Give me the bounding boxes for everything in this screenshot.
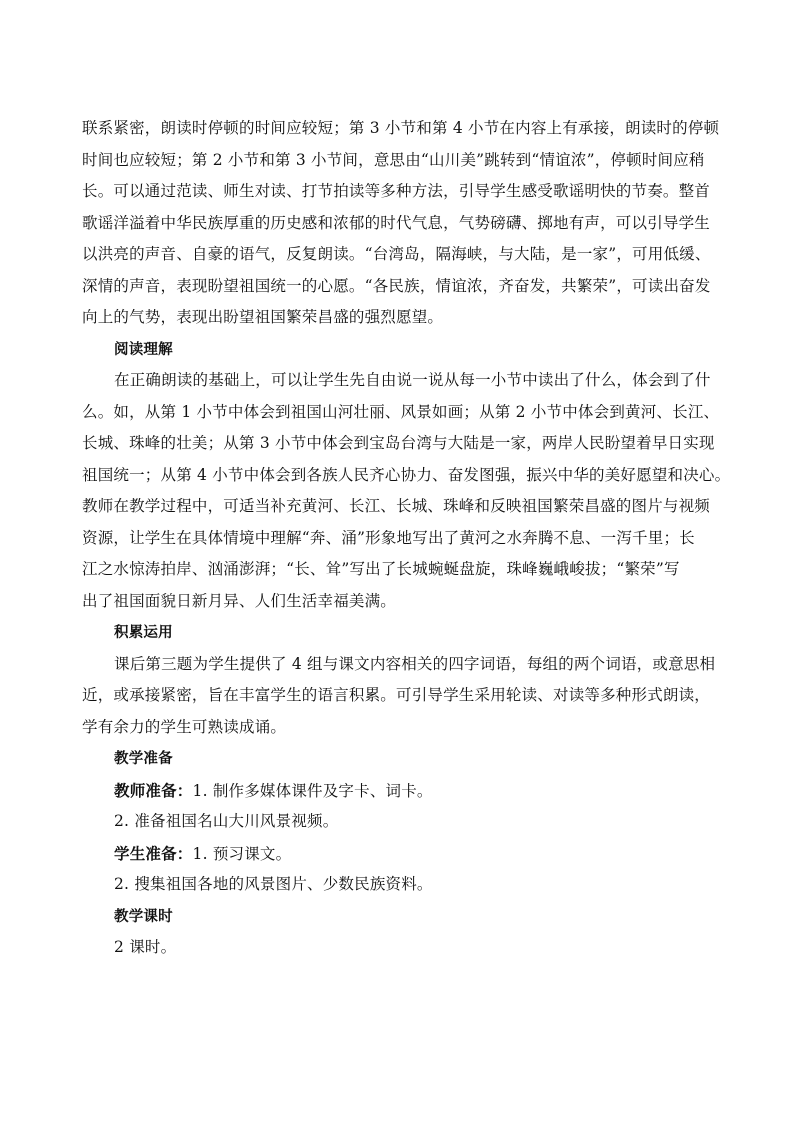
text-line: 资源，让学生在具体情境中理解“奔、涌”形象地写出了黄河之水奔腾不息、一泻千里；长 (82, 528, 695, 547)
student-preparation-item: 2. 搜集祖国各地的风景图片、少数民族资料。 (114, 875, 433, 893)
paragraph-accumulation (82, 649, 722, 744)
document-page (82, 113, 731, 964)
text-line: 长城、珠峰的壮美；从第 3 小节中体会到宝岛台湾与大陆是一家，两岸人民盼望着早日实现 (82, 434, 715, 452)
student-preparation-line (82, 838, 722, 870)
text-line: 长。可以通过范读、师生对读、打节拍读等多种方法，引导学生感受歌谣明快的节奏。整首 (82, 182, 711, 200)
text-line: 深情的声音，表现盼望祖国统一的心愿。“各民族，情谊浓，齐奋发，共繁荣”，可读出奋发 (82, 276, 711, 295)
text-line: 在正确朗读的基础上，可以让学生先自由说一说从每一小节中读出了什么，体会到了什 (114, 371, 711, 389)
teacher-preparation-label: 教师准备： (114, 780, 193, 800)
heading-class-hours: 教学课时 (114, 907, 173, 925)
teacher-preparation-item: 2. 准备祖国名山大川风景视频。 (114, 812, 339, 830)
text-line: 学有余力的学生可熟读成诵。 (82, 717, 287, 736)
text-line: 联系紧密，朗读时停顿的时间应较短；第 3 小节和第 4 小节在内容上有承接，朗读时的停顿 (82, 119, 720, 137)
student-preparation-item: 1. 预习课文。 (192, 844, 292, 863)
paragraph-reading-comprehension (82, 365, 731, 617)
text-line: 向上的气势，表现出盼望祖国繁荣昌盛的强烈愿望。 (82, 308, 444, 326)
class-hours-text: 2 课时。 (114, 938, 177, 956)
text-line: 以洪亮的声音、自豪的语气，反复朗读。“台湾岛，隔海峡，与大陆，是一家”，可用低缓、 (82, 245, 711, 263)
heading-reading-comprehension: 阅读理解 (114, 340, 173, 358)
text-line: 祖国统一；从第 4 小节中体会到各族人民齐心协力、奋发图强，振兴中华的美好愿望和决心。 (82, 465, 731, 484)
text-line: 出了祖国面貌日新月异、人们生活幸福美满。 (82, 591, 397, 610)
student-preparation-label: 学生准备： (114, 843, 193, 863)
heading-teaching-preparation: 教学准备 (114, 750, 173, 767)
text-line: 歌谣洋溢着中华民族厚重的历史感和浓郁的时代气息，气势磅礴、掷地有声，可以引导学生 (82, 213, 711, 232)
text-line: 课后第三题为学生提供了 4 组与课文内容相关的四字词语，每组的两个词语，或意思相 (114, 654, 716, 673)
text-line: 江之水惊涛拍岸、汹涌澎湃；“长、耸”写出了长城蜿蜒盘旋，珠峰巍峨峻拔；“繁荣”写 (82, 560, 680, 578)
text-line: 时间也应较短；第 2 小节和第 3 小节间，意思由“山川美”跳转到“情谊浓”，停顿时间应稍 (82, 150, 705, 169)
heading-accumulation: 积累运用 (114, 624, 173, 641)
paragraph-reading-rhythm (82, 113, 722, 334)
text-line: 近，或承接紧密，旨在丰富学生的语言积累。可引导学生采用轮读、对读等多种形式朗读， (82, 686, 711, 704)
teacher-preparation-line (82, 775, 722, 807)
text-line: 教师在教学过程中，可适当补充黄河、长江、长城、珠峰和反映祖国繁荣昌盛的图片与视频 (82, 497, 711, 515)
teacher-preparation-item: 1. 制作多媒体课件及字卡、词卡。 (192, 781, 433, 800)
text-line: 么。如，从第 1 小节中体会到祖国山河壮丽、风景如画；从第 2 小节中体会到黄河、长江、 (82, 402, 720, 421)
